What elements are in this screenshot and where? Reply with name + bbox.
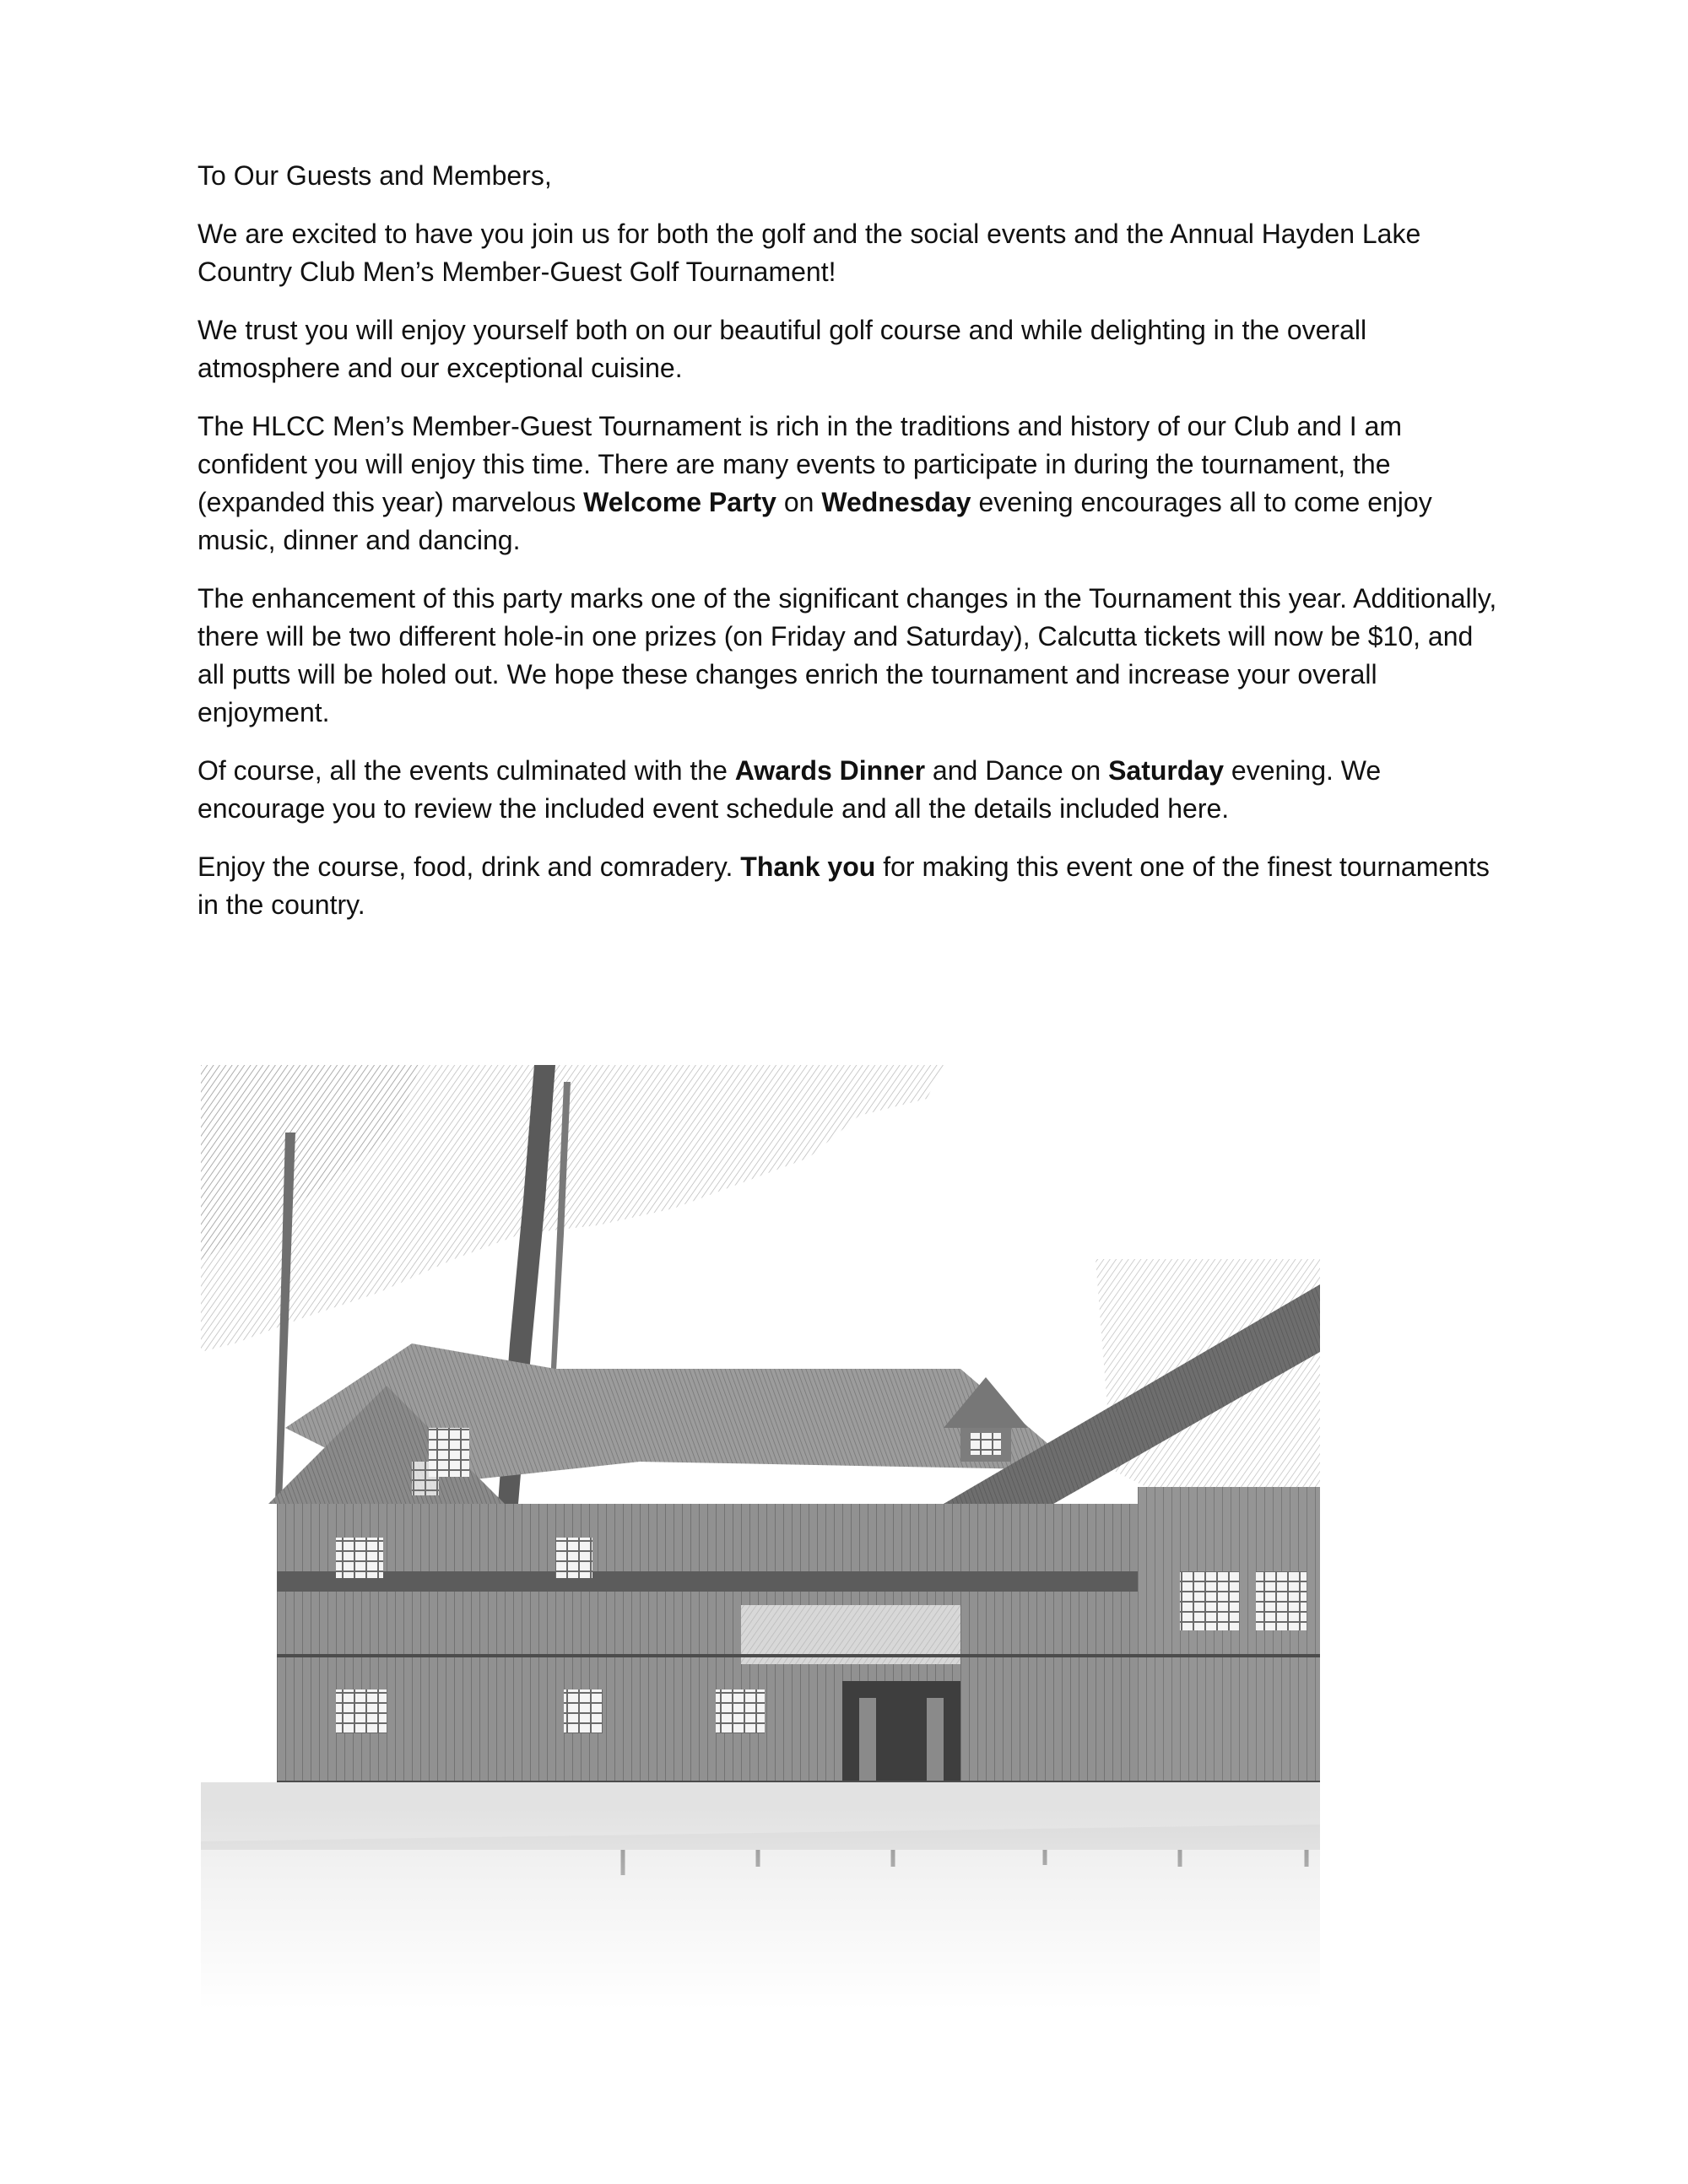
- clubhouse-sketch: [201, 1065, 1320, 2010]
- wednesday-emphasis: Wednesday: [821, 487, 971, 517]
- saturday-emphasis: Saturday: [1108, 755, 1224, 786]
- text-segment: and Dance on: [925, 755, 1109, 786]
- text-segment: Of course, all the events culminated with the: [197, 755, 735, 786]
- text-segment: evening encourages all to come enjoy music, dinner and dancing.: [197, 487, 1432, 555]
- clubhouse-sketch-drawing: [201, 1065, 1320, 2010]
- paragraph-traditions: [197, 408, 1497, 560]
- thank-you-emphasis: Thank you: [740, 851, 876, 882]
- text-segment: evening. We encourage you to review the included event schedule and all the details included here.: [197, 755, 1382, 824]
- paragraph-welcome: We are excited to have you join us for both the golf and the social events and the Annual Hayden Lake Country Club Men’s Member-Guest Golf Tournament!: [197, 219, 1421, 287]
- awards-dinner-emphasis: Awards Dinner: [734, 755, 926, 786]
- salutation: To Our Guests and Members,: [197, 160, 552, 191]
- letter-body: [197, 157, 1497, 944]
- text-segment: on: [776, 487, 822, 517]
- paragraph-enjoy: We trust you will enjoy yourself both on our beautiful golf course and while delighting in the overall atmosphere and our exceptional cuisine.: [197, 315, 1367, 383]
- text-segment: Enjoy the course, food, drink and comradery.: [197, 851, 741, 882]
- text-segment: The HLCC Men’s Member-Guest Tournament is rich in the traditions and history of our Club and I am confident you will enjoy this time. There are many events to participate in during the tournament, the (expanded this year) marvelous: [197, 411, 1403, 517]
- paragraph-thanks: [197, 848, 1497, 924]
- paragraph-changes: The enhancement of this party marks one of the significant changes in the Tournament this year. Additionally, there will be two different hole-in one prizes (on Friday and Saturday), Calcutta tickets will now be $10, and all putts will be holed out. We hope these changes enrich the tournament and increase your overall enjoyment.: [197, 583, 1497, 727]
- text-segment: for making this event one of the finest tournaments in the country.: [197, 851, 1490, 920]
- paragraph-awards: [197, 752, 1497, 828]
- welcome-party-emphasis: Welcome Party: [583, 487, 776, 517]
